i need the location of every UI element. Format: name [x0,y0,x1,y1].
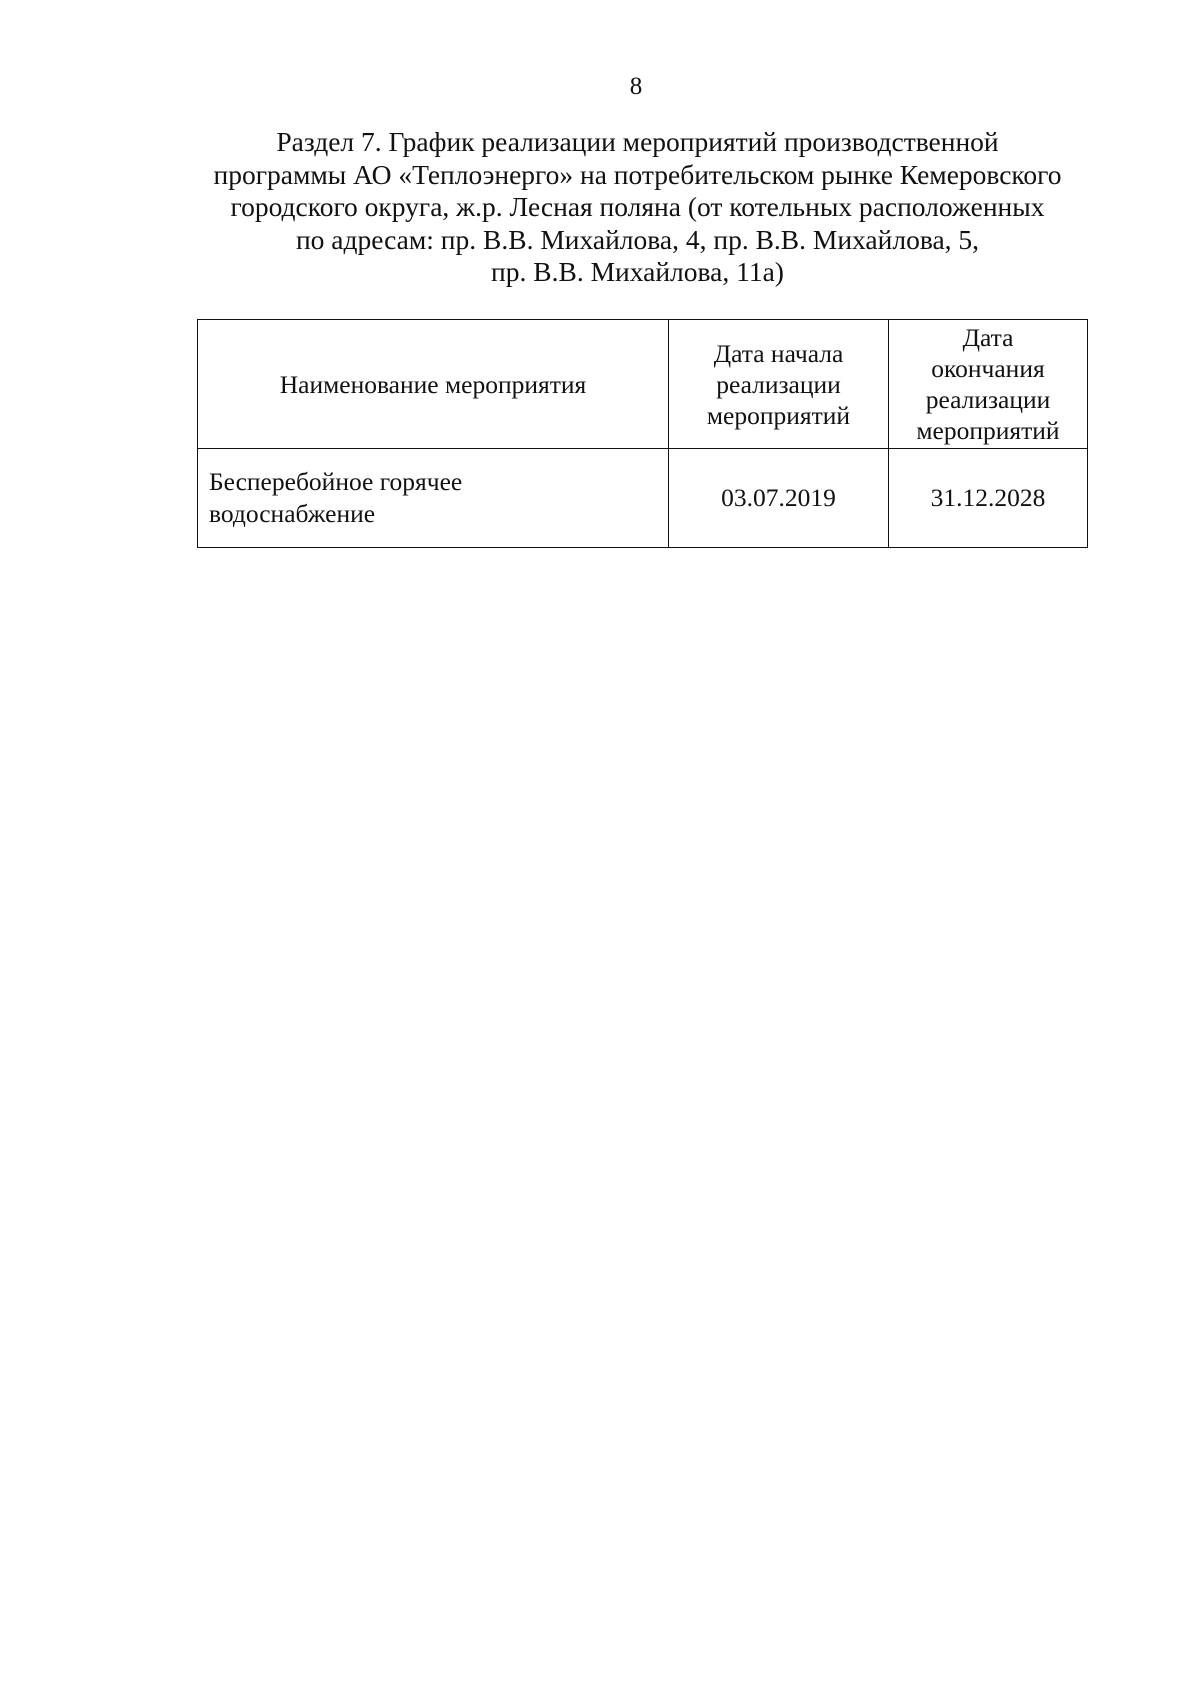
section-title [190,126,1085,289]
header-start-date: Дата начала реализации мероприятий [669,320,889,449]
schedule-table [197,319,1088,548]
table-row [198,449,1088,548]
activity-name-cell: Бесперебойное горячее водоснабжение [198,449,669,548]
table-header-row [198,320,1088,449]
section-title-line: городского округа, ж.р. Лесная поляна (от котельных расположенных [230,191,1045,222]
start-date-cell: 03.07.2019 [669,449,889,548]
section-title-line: пр. В.В. Михайлова, 11а) [491,256,784,287]
section-title-line: Раздел 7. График реализации мероприятий производственной [276,126,999,157]
section-title-line: по адресам: пр. В.В. Михайлова, 4, пр. В.В. Михайлова, 5, [295,223,980,255]
section-title-line: программы АО «Теплоэнерго» на потребительском рынке Кемеровского [213,158,1062,190]
header-activity-name: Наименование мероприятия [198,320,669,449]
header-end-date: Дата окончания реализации мероприятий [889,320,1088,449]
page-number: 8 [629,73,643,100]
end-date-cell: 31.12.2028 [889,449,1088,548]
